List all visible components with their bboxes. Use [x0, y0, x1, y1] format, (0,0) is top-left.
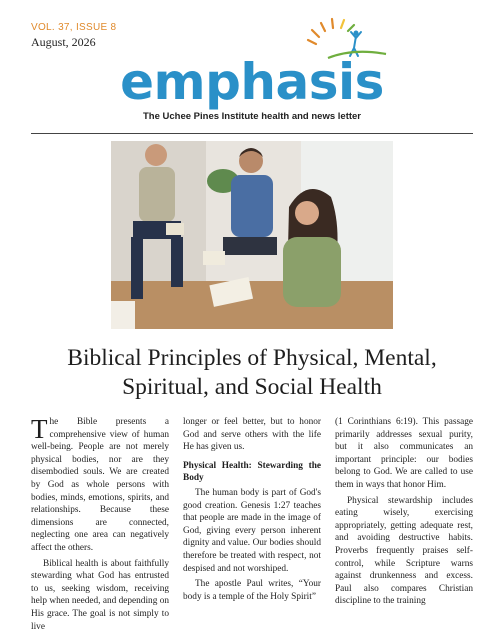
- article-paragraph: The human body is part of God's good creation. Genesis 1:27 teaches that people are made in the image of God, giving every person inherent dignity and value. Our bodies should therefore be treated with respect, not despised and not worshiped.: [183, 487, 321, 574]
- article-paragraph: longer or feel better, but to honor God and serve others with the life He has given us.: [183, 417, 321, 453]
- drop-cap: T: [31, 414, 48, 444]
- article-title-line1: Biblical Principles of Physical, Mental,: [67, 345, 437, 371]
- article-paragraph: (1 Corinthians 6:19). This passage primarily addresses sexual purity, but it also communicates an important principle: our bodies belong to God. We are called to use them in ways that honor Him.: [335, 417, 473, 490]
- article-title-line2: Spiritual, and Social Health: [122, 374, 382, 400]
- article-column-2: [183, 416, 321, 606]
- article-paragraph: [31, 416, 169, 555]
- article-title: [31, 344, 473, 402]
- section-subhead: Physical Health: Stewarding the Body: [183, 460, 321, 484]
- article-column-3: [335, 416, 473, 606]
- article-paragraph: Physical stewardship includes eating wisely, exercising appropriately, getting adequate rest, and avoiding destructive habits. Proverbs frequently praises self-control, while Scripture warns against drunkenness and excess. Paul also compares Christian discipline to the training: [335, 495, 473, 607]
- masthead-title: emphasis: [120, 53, 384, 111]
- issue-label: VOL. 37, ISSUE 8: [31, 22, 117, 33]
- masthead-tagline: The Uchee Pines Institute health and news letter: [142, 111, 362, 122]
- article-body: [31, 414, 473, 632]
- article-paragraph: The apostle Paul writes, “Your body is a temple of the Holy Spirit”: [183, 579, 321, 602]
- paragraph-text: he Bible presents a comprehensive view of human well-being. People are not merely physical bodies, nor are they disembodied souls. We are created by God as whole persons with bodies, minds, emotions, spirits, and relationships. Because these dimensions are connected, neglecting one area can negatively affect the others.: [31, 417, 169, 553]
- article-column-1: [31, 414, 169, 632]
- issue-date: August, 2026: [31, 35, 96, 49]
- article-paragraph: Biblical health is about faithfully stewarding what God has entrusted to us, seeking wisdom, receiving help when needed, and depending on His grace. The goal is not simply to live: [31, 558, 169, 632]
- hero-photo: [111, 141, 393, 329]
- header-divider: [31, 133, 473, 134]
